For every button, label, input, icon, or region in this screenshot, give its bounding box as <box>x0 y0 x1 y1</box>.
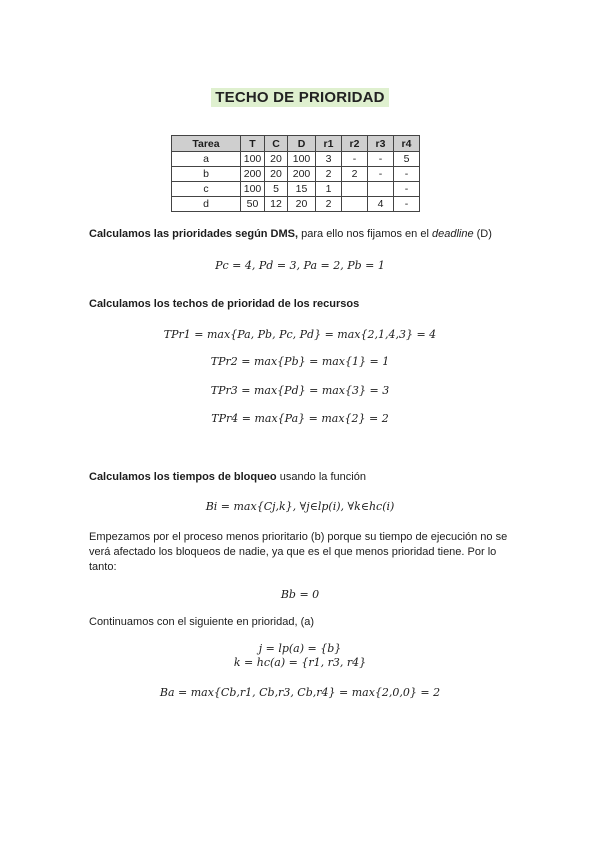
table-cell: b <box>172 167 241 182</box>
ceiling-equation-r1: TPr1 = max{Pa, Pb, Pc, Pd} = max{2,1,4,3} = 4 <box>163 328 437 341</box>
table-header: r2 <box>342 136 368 152</box>
document-title-wrap <box>0 88 600 107</box>
table-cell: 100 <box>241 182 265 197</box>
table-cell: a <box>172 152 241 167</box>
k-set-equation: k = hc(a) = {r1, r3, r4} <box>233 656 367 669</box>
table-cell: 200 <box>288 167 316 182</box>
blocking-intro-rest: usando la función <box>276 471 366 483</box>
table-cell: 12 <box>265 197 288 212</box>
table-cell: 100 <box>288 152 316 167</box>
table-header: Tarea <box>172 136 241 152</box>
table-cell: 100 <box>241 152 265 167</box>
table-header: r4 <box>394 136 420 152</box>
table-row <box>172 167 420 182</box>
blocking-intro <box>89 471 366 483</box>
ceilings-heading: Calculamos los techos de prioridad de los recursos <box>89 298 360 310</box>
table-header: r1 <box>316 136 342 152</box>
table-cell: 15 <box>288 182 316 197</box>
table-cell: 5 <box>265 182 288 197</box>
table-cell: 20 <box>265 152 288 167</box>
table-cell: 2 <box>342 167 368 182</box>
priorities-intro <box>89 228 492 240</box>
table-cell: - <box>368 152 394 167</box>
table-cell: - <box>394 197 420 212</box>
ceiling-equation-r2: TPr2 = max{Pb} = max{1} = 1 <box>210 355 390 368</box>
table-cell: 3 <box>316 152 342 167</box>
table-cell <box>368 182 394 197</box>
ceiling-equation-r4: TPr4 = max{Pa} = max{2} = 2 <box>211 412 389 425</box>
table-cell: 1 <box>316 182 342 197</box>
table-cell: d <box>172 197 241 212</box>
priorities-intro-lead: Calculamos las prioridades según DMS, <box>89 228 299 240</box>
table-cell: 200 <box>241 167 265 182</box>
blocking-intro-lead: Calculamos los tiempos de bloqueo <box>89 471 277 483</box>
table-cell: 20 <box>288 197 316 212</box>
priorities-intro-tail: (D) <box>473 228 492 240</box>
least-priority-paragraph: Empezamos por el proceso menos prioritario (b) porque su tiempo de ejecución no se verá afectado los bloqueos de nadie, ya que es el que menos prioridad tiene. Por lo tanto: <box>89 531 508 573</box>
blocking-a-equation: Ba = max{Cb,r1, Cb,r3, Cb,r4} = max{2,0,0} = 2 <box>159 686 441 699</box>
table-cell <box>342 197 368 212</box>
table-cell: 50 <box>241 197 265 212</box>
table-header: r3 <box>368 136 394 152</box>
table-cell: 20 <box>265 167 288 182</box>
table-cell: 5 <box>394 152 420 167</box>
j-set-equation: j = lp(a) = {b} <box>258 642 342 655</box>
document-title: TECHO DE PRIORIDAD <box>211 88 388 107</box>
blocking-formula: Bi = max{Cj,k}, ∀j∈lp(i), ∀k∈hc(i) <box>205 500 395 513</box>
table-cell: - <box>394 167 420 182</box>
table-row <box>172 182 420 197</box>
next-priority-text: Continuamos con el siguiente en prioridad, (a) <box>89 616 315 628</box>
task-table <box>171 135 420 212</box>
blocking-b-equation: Bb = 0 <box>280 588 320 601</box>
table-cell: 2 <box>316 167 342 182</box>
table-header-row <box>172 136 420 152</box>
table-cell: - <box>342 152 368 167</box>
table-cell: - <box>368 167 394 182</box>
table-cell: c <box>172 182 241 197</box>
deadline-term: deadline <box>431 228 474 240</box>
table-cell: 4 <box>368 197 394 212</box>
table-header: D <box>288 136 316 152</box>
table-cell: 2 <box>316 197 342 212</box>
priorities-intro-rest: para ello nos fijamos en el <box>298 228 432 240</box>
table-cell <box>342 182 368 197</box>
table-cell: - <box>394 182 420 197</box>
table-row <box>172 197 420 212</box>
table-row <box>172 152 420 167</box>
priorities-equation: Pc = 4, Pd = 3, Pa = 2, Pb = 1 <box>215 259 385 272</box>
table-header: C <box>265 136 288 152</box>
ceiling-equation-r3: TPr3 = max{Pd} = max{3} = 3 <box>210 384 390 397</box>
table-header: T <box>241 136 265 152</box>
